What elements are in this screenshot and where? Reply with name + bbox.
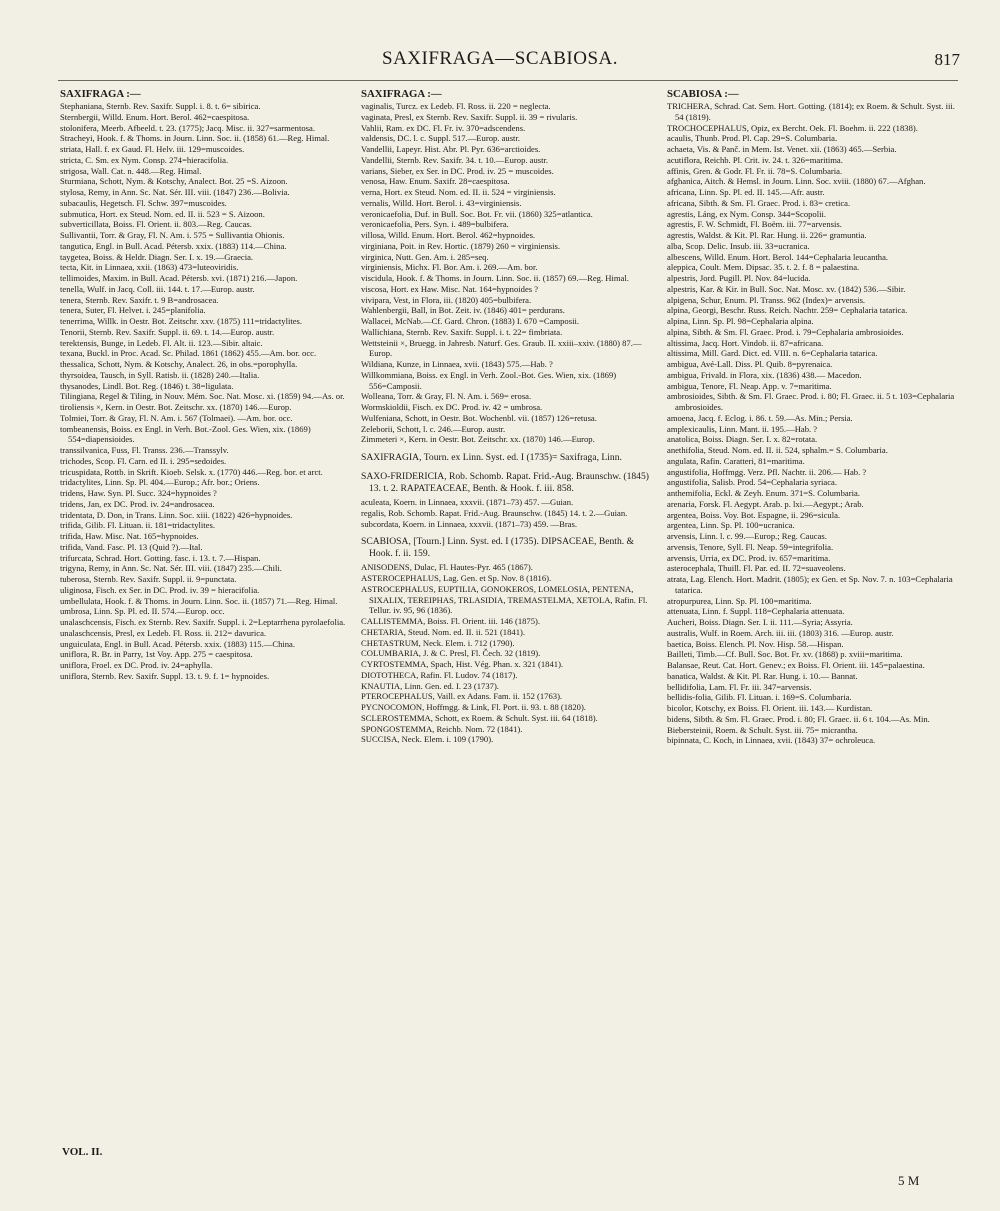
index-entry: tridens, Haw. Syn. Pl. Succ. 324=hypnoides ? [60, 488, 217, 498]
index-entry: thyrsoidea, Tausch, in Syll. Ratisb. ii. (1828) 240.—Italia. [60, 369, 260, 380]
index-entry: veronicaefolia, Pers. Syn. i. 489=bulbifera. [361, 219, 509, 230]
column-1 [60, 88, 352, 682]
index-entry: striata, Hall. f. ex Gaud. Fl. Helv. iii. 129=muscoides. [60, 144, 245, 154]
genus-entry: SAXIFRAGIA, Tourn. ex Linn. Syst. ed. I (1735)= Saxifraga, Linn. [361, 452, 622, 463]
index-entry: unguiculata, Engl. in Bull. Acad. Pétersb. xxix. (1883) 115.—China. [60, 638, 296, 649]
index-entry: varians, Sieber, ex Ser. in DC. Prod. iv. 25 = muscoides. [361, 165, 554, 176]
index-entry: alpestris, Jord. Pugill. Pl. Nov. 84=lucida. [667, 273, 811, 283]
index-entry: Zeleborii, Schott, l. c. 246.—Europ. austr. [361, 423, 506, 434]
index-entry: subverticillata, Boiss. Fl. Orient. ii. 803.—Reg. Caucas. [60, 219, 252, 230]
index-entry: taygetea, Boiss. & Heldr. Diagn. Ser. I. x. 19.—Graecia. [60, 251, 254, 262]
index-entry: trigyna, Remy, in Ann. Sc. Nat. Sér. III. viii. (1847) 235.—Chili. [60, 563, 282, 574]
index-entry: ambrosioides, Sibth. & Sm. Fl. Graec. Prod. i. 80; Fl. Graec. ii. 5 t. 103=Cephalaria ambrosioides. [667, 391, 955, 412]
index-entry: australis, Wulf. in Roem. Arch. iii. iii. (1803) 316. —Europ. austr. [667, 627, 894, 638]
index-entry: africana, Linn. Sp. Pl. ed. II. 145.—Afr. austr. [667, 187, 825, 197]
index-entry: thysanodes, Lindl. Bot. Reg. (1846) t. 38=ligulata. [60, 380, 234, 391]
index-entry: ANISODENS, Dulac, Fl. Hautes-Pyr. 465 (1867). [361, 562, 533, 573]
index-entry: agrestis, F. W. Schmidt, Fl. Boëm. iii. 77=arvensis. [667, 219, 842, 230]
index-entry: tecta, Kit. in Linnaea, xxii. (1863) 473=luteoviridis. [60, 262, 239, 273]
index-entry: tridens, Jan, ex DC. Prod. iv. 24=androsacea. [60, 498, 215, 509]
index-entry: vaginalis, Turcz. ex Ledeb. Fl. Ross. ii. 220 = neglecta. [361, 101, 551, 111]
index-entry: subacaulis, Hegetsch. Fl. Schw. 397=muscoides. [60, 197, 227, 208]
index-entry: viscosa, Hort. ex Haw. Misc. Nat. 164=hypnoides ? [361, 283, 539, 294]
index-entry: alpigena, Schur, Enum. Pl. Transs. 962 (Index)= arvensis. [667, 294, 866, 305]
index-entry: attenuata, Linn. f. Suppl. 118=Cephalaria attenuata. [667, 606, 845, 617]
index-entry: tricuspidata, Rottb. in Skrift. Kioeb. Selsk. x. (1770) 446.—Reg. bor. et arct. [60, 466, 323, 477]
index-entry: alpina, Linn. Sp. Pl. 98=Cephalaria alpina. [667, 316, 814, 326]
index-entry: terektensis, Bunge, in Ledeb. Fl. Alt. ii. 123.—Sibir. altaic. [60, 337, 263, 348]
index-entry: uniflora, R. Br. in Parry, 1st Voy. App. 275 = caespitosa. [60, 649, 253, 660]
index-entry: unalaschcensis, Fisch. ex Sternb. Rev. Saxifr. Suppl. i. 2=Leptarrhena pyrolaefolia. [60, 617, 346, 627]
index-entry: Vandellii, Sternb. Rev. Saxifr. 34. t. 10.—Europ. austr. [361, 154, 549, 165]
index-entry: tangutica, Engl. in Bull. Acad. Pétersb. xxix. (1883) 114.—China. [60, 240, 287, 251]
index-entry: arvensis, Tenore, Syll. Fl. Neap. 59=integrifolia. [667, 541, 834, 552]
index-entry: argentea, Linn. Sp. Pl. 100=ucranica. [667, 520, 795, 531]
index-entry: alpina, Georgi, Beschr. Russ. Reich. Nachtr. 259= Cephalaria tatarica. [667, 305, 908, 316]
index-entry: CYRTOSTEMMA, Spach, Hist. Vég. Phan. x. 321 (1841). [361, 659, 564, 669]
index-entry: angustifolia, Hoffmgg. Verz. Pfl. Nachtr. ii. 206.— Hab. ? [667, 466, 867, 477]
index-entry: ASTEROCEPHALUS, Lag. Gen. et Sp. Nov. 8 (1816). [361, 573, 552, 583]
index-entry: angulata, Rafin. Caratteri, 81=maritima. [667, 455, 805, 466]
index-entry: thessalica, Schott, Nym. & Kotschy, Analect. 26, in obs.=porophylla. [60, 359, 298, 369]
index-entry: Wallacei, McNab.—Cf. Gard. Chron. (1883) I. 670 =Camposii. [361, 316, 579, 326]
index-entry: bidens, Sibth. & Sm. Fl. Graec. Prod. i. 80; Fl. Graec. ii. 6 t. 104.—As. Min. [667, 713, 930, 724]
index-entry: Wildiana, Kunze, in Linnaea, xvii. (1843) 575.—Hab. ? [361, 359, 553, 369]
index-entry: tenella, Wulf. in Jacq. Coll. iii. 144. t. 17.—Europ. austr. [60, 283, 255, 294]
index-entry: aleppica, Coult. Mem. Dipsac. 35. t. 2. f. 8 = palaestina. [667, 262, 860, 273]
index-entry: Vahlii, Ram. ex DC. Fl. Fr. iv. 370=adscendens. [361, 122, 526, 133]
index-entry: stylosa, Remy, in Ann. Sc. Nat. Sér. III. viii. (1847) 236.—Bolivia. [60, 187, 290, 197]
index-entry: CHETASTRUM, Neck. Elem. i. 712 (1790). [361, 637, 515, 648]
index-entry: vivipara, Vest, in Flora, iii. (1820) 405=bulbifera. [361, 294, 532, 305]
index-entry: trifida, Gilib. Fl. Lituan. ii. 181=tridactylites. [60, 520, 215, 531]
index-entry: Biebersteinii, Roem. & Schult. Syst. iii. 75= micrantha. [667, 724, 858, 735]
index-entry: TRICHERA, Schrad. Cat. Sem. Hort. Gotting. (1814); ex Roem. & Schult. Syst. iii. 54 (1819). [667, 101, 955, 122]
index-entry: achaeta, Vis. & Panč. in Mem. Ist. Venet. xii. (1863) 465.—Serbia. [667, 144, 897, 154]
column-2 [361, 88, 653, 745]
index-entry: Sullivantii, Torr. & Gray, Fl. N. Am. i. 575 = Sullivantia Ohionis. [60, 230, 285, 240]
index-entry: Wulfeniana, Schott, in Oestr. Bot. Wochenbl. vii. (1857) 126=retusa. [361, 412, 597, 423]
index-entry: Tenorii, Sternb. Rev. Saxifr. Suppl. ii. 69. t. 14.—Europ. austr. [60, 326, 275, 337]
index-entry: argentea, Boiss. Voy. Bot. Espagne, ii. 296=sicula. [667, 509, 841, 520]
index-entry: anthemifolia, Eckl. & Zeyh. Enum. 371=S. Columbaria. [667, 488, 860, 498]
index-entry: Bailleti, Timb.—Cf. Bull. Soc. Bot. Fr. xv. (1868) p. xviii=maritima. [667, 649, 903, 660]
index-entry: uniflora, Froel. ex DC. Prod. iv. 24=aphylla. [60, 660, 213, 670]
index-entry: Willkommiana, Boiss. ex Engl. in Verh. Zool.-Bot. Ges. Wien, xix. (1869) 556=Camposii. [361, 369, 617, 391]
index-entry: PTEROCEPHALUS, Vaill. ex Adans. Fam. ii. 152 (1763). [361, 691, 563, 702]
index-entry: ambigua, Frivald. in Flora, xix. (1836) 438.— Macedon. [667, 369, 862, 380]
index-entry: banatica, Waldst. & Kit. Pl. Rar. Hung. i. 10.— Bannat. [667, 670, 858, 681]
index-entry: venosa, Haw. Enum. Saxifr. 28=caespitosa. [361, 176, 510, 187]
header-rule [58, 80, 958, 81]
index-entry: Wormskioldii, Fisch. ex DC. Prod. iv. 42 = umbrosa. [361, 402, 543, 412]
index-entry: ASTROCEPHALUS, EUPTILIA, GONOKEROS, LOMELOSIA, PENTENA, SIXALIX, TEREIPHAS, TRLASIDIA, TREMASTELMA, XETOLA, Rafin. Fl. Tellur. iv. 95, 96 (1836). [361, 583, 648, 616]
index-entry: Vandellii, Lapeyr. Hist. Abr. Pl. Pyr. 636=arctioides. [361, 144, 541, 154]
index-entry: trifurcata, Schrad. Hort. Gotting. fasc. i. 13. t. 7.—Hispan. [60, 552, 261, 563]
column-3 [667, 88, 959, 746]
index-entry: verna, Hort. ex Steud. Nom. ed. II. ii. 524 = virginiensis. [361, 187, 556, 197]
index-entry: angustifolia, Salisb. Prod. 54=Cephalaria syriaca. [667, 477, 837, 488]
genus-heading: SAXIFRAGA :— [361, 88, 442, 100]
index-entry: bipinnata, C. Koch, in Linnaea, xvii. (1843) 37= ochroleuca. [667, 735, 876, 746]
index-entry: villosa, Willd. Enum. Hort. Berol. 462=hypnoides. [361, 230, 536, 240]
genus-entry: SCABIOSA, [Tourn.] Linn. Syst. ed. I (1735). DIPSACEAE, Benth. & Hook. f. ii. 159. [361, 536, 635, 560]
index-entry: arvensis, Linn. l. c. 99.—Europ.; Reg. Caucas. [667, 531, 827, 541]
index-entry: tenerrima, Willk. in Oestr. Bot. Zeitschr. xxv. (1875) 111=tridactylites. [60, 316, 303, 326]
index-entry: tuberosa, Sternb. Rev. Saxifr. Suppl. ii. 9=punctata. [60, 574, 237, 584]
index-entry: SCLEROSTEMMA, Schott, ex Roem. & Schult. Syst. iii. 64 (1818). [361, 712, 598, 723]
index-entry: tenera, Suter, Fl. Helvet. i. 245=planifolia. [60, 305, 206, 316]
index-entry: COLUMBARIA, J. & C. Presl, Fl. Čech. 32 (1819). [361, 648, 541, 659]
index-entry: alpina, Sibth. & Sm. Fl. Graec. Prod. i. 79=Cephalaria ambrosioides. [667, 326, 904, 337]
index-entry: agrestis, Waldst. & Kit. Pl. Rar. Hung. ii. 226= gramuntia. [667, 230, 867, 240]
index-entry: transsilvanica, Fuss, Fl. Transs. 236.—Transsylv. [60, 445, 229, 455]
index-entry: anethifolia, Steud. Nom. ed. II. ii. 524, sphalm.= S. Columbaria. [667, 445, 888, 455]
index-entry: regalis, Rob. Schomb. Rapat. Frid.-Aug. Braunschw. (1845) 14. t. 2.—Guian. [361, 507, 628, 518]
index-entry: TROCHOCEPHALUS, Opiz, ex Bercht. Oek. Fl. Boehm. ii. 222 (1838). [667, 122, 918, 133]
index-entry: Stracheyi, Hook. f. & Thoms. in Journ. Linn. Soc. ii. (1858) 61.—Reg. Himal. [60, 133, 330, 144]
index-entry: anatolica, Boiss. Diagn. Ser. I. x. 82=rotata. [667, 434, 818, 445]
index-entry: aculeata, Koern. in Linnaea, xxxvii. (1871–73) 457. —Guian. [361, 497, 574, 507]
index-entry: atropurpurea, Linn. Sp. Pl. 100=maritima. [667, 595, 812, 606]
index-entry: arenaria, Forsk. Fl. Aegypt. Arab. p. lxi.—Aegypt.; Arab. [667, 498, 864, 509]
index-entry: altissima, Jacq. Hort. Vindob. ii. 87=africana. [667, 337, 824, 348]
genus-heading: SAXIFRAGA :— [60, 88, 141, 100]
index-entry: tombeanensis, Boiss. ex Engl. in Verh. Bot.-Zool. Ges. Wien, xix. (1869) 554=diapensioides. [60, 423, 311, 445]
index-entry: tenera, Sternb. Rev. Saxifr. t. 9 B=androsacea. [60, 294, 219, 305]
index-entry: tellimoides, Maxim. in Bull. Acad. Pétersb. xvi. (1871) 216.—Japon. [60, 273, 298, 283]
index-entry: uniflora, Sternb. Rev. Saxifr. Suppl. 13. t. 9. f. 1= hypnoides. [60, 670, 270, 681]
index-entry: Wallichiana, Sternb. Rev. Saxifr. Suppl. i. t. 22= fimbriata. [361, 326, 563, 337]
index-entry: baetica, Boiss. Elench. Pl. Nov. Hisp. 58.—Hispan. [667, 638, 844, 649]
index-entry: KNAUTIA, Linn. Gen. ed. I. 23 (1737). [361, 680, 499, 691]
index-entry: bellidifolia, Lam. Fl. Fr. iii. 347=arvensis. [667, 681, 812, 692]
index-entry: unalaschcensis, Presl, ex Ledeb. Fl. Ross. ii. 212= davurica. [60, 627, 267, 638]
index-entry: uliginosa, Fisch. ex Ser. in DC. Prod. iv. 39 = hieracifolia. [60, 584, 260, 595]
index-entry: acaulis, Thunb. Prod. Pl. Cap. 29=S. Columbaria. [667, 133, 838, 144]
index-entry: albescens, Willd. Enum. Hort. Berol. 144=Cephalaria leucantha. [667, 251, 889, 262]
index-entry: acutiflora, Reichb. Pl. Crit. iv. 24. t. 326=maritima. [667, 154, 843, 165]
index-entry: ambigua, Tenore, Fl. Neap. App. v. 7=maritima. [667, 380, 832, 391]
index-entry: tiroliensis ×, Kern. in Oestr. Bot. Zeitschr. xx. (1870) 146.—Europ. [60, 402, 292, 412]
index-entry: Tolmiei, Torr. & Gray, Fl. N. Am. i. 567 (Tolmaei). —Am. bor. occ. [60, 412, 293, 423]
index-entry: texana, Buckl. in Proc. Acad. Sc. Philad. 1861 (1862) 455.—Am. bor. occ. [60, 348, 317, 359]
running-head: SAXIFRAGA—SCABIOSA. [382, 48, 618, 69]
index-entry: amoena, Jacq. f. Eclog. i. 86. t. 59.—As. Min.; Persia. [667, 412, 853, 423]
index-entry: arvensis, Urria, ex DC. Prod. iv. 657=maritima. [667, 552, 831, 563]
index-entry: Stephaniana, Sternb. Rev. Saxifr. Suppl. i. 8. t. 6= sibirica. [60, 101, 261, 111]
index-entry: Sternbergii, Willd. Enum. Hort. Berol. 462=caespitosa. [60, 111, 250, 122]
signature-mark: 5 M [898, 1173, 920, 1188]
index-entry: stolonifera, Meerb. Afbeeld. t. 23. (1775); Jacq. Misc. ii. 327=sarmentosa. [60, 122, 315, 133]
index-entry: viscidula, Hook. f. & Thoms. in Journ. Linn. Soc. ii. (1857) 69.—Reg. Himal. [361, 273, 629, 283]
index-entry: SPONGOSTEMMA, Reichb. Nom. 72 (1841). [361, 723, 523, 734]
index-entry: alpestris, Kar. & Kir. in Bull. Soc. Nat. Mosc. xv. (1842) 536.—Sibir. [667, 283, 906, 294]
index-entry: afghanica, Aitch. & Hemsl. in Journ. Linn. Soc. xviii. (1880) 67.—Afghan. [667, 176, 926, 187]
index-entry: vaginata, Presl, ex Sternb. Rev. Saxifr. Suppl. ii. 39 = rivularis. [361, 111, 578, 122]
page-number: 817 [934, 50, 960, 69]
index-entry: umbrosa, Linn. Sp. Pl. ed. II. 574.—Europ. occ. [60, 606, 225, 617]
index-entry: altissima, Mill. Gard. Dict. ed. VIII. n. 6=Cephalaria tatarica. [667, 348, 878, 359]
genus-entry: SAXO-FRIDERICIA, Rob. Schomb. Rapat. Frid.-Aug. Braunschw. (1845) 13. t. 2. RAPATEACEAE, Benth. & Hook. f. iii. 858. [361, 471, 649, 494]
index-entry: virginiensis, Michx. Fl. Bor. Am. i. 269.—Am. bor. [361, 262, 538, 273]
index-entry: amplexicaulis, Linn. Mant. ii. 195.—Hab. ? [667, 423, 818, 434]
index-entry: Balansae, Reut. Cat. Hort. Genev.; ex Boiss. Fl. Orient. iii. 145=palaestina. [667, 660, 925, 670]
index-entry: Wahlenbergii, Ball, in Bot. Zeit. iv. (1846) 401= perdurans. [361, 305, 565, 316]
index-entry: bicolor, Kotschy, ex Boiss. Fl. Orient. iii. 143.— Kurdistan. [667, 703, 873, 713]
index-entry: affinis, Gren. & Godr. Fl. Fr. ii. 78=S. Columbaria. [667, 165, 843, 176]
index-entry: CHETARIA, Steud. Nom. ed. II. ii. 521 (1841). [361, 626, 526, 637]
index-entry: Wolleana, Torr. & Gray, Fl. N. Am. i. 569= erosa. [361, 391, 532, 402]
index-entry: valdensis, DC. l. c. Suppl. 517.—Europ. austr. [361, 133, 520, 144]
volume-label: VOL. II. [62, 1146, 103, 1158]
index-entry: agrestis, Láng, ex Nym. Consp. 344=Scopolii. [667, 208, 827, 219]
index-entry: tridactylites, Linn. Sp. Pl. 404.—Europ.; Afr. bor.; Oriens. [60, 477, 260, 488]
index-entry: umbellulata, Hook. f. & Thoms. in Journ. Linn. Soc. ii. (1857) 71.—Reg. Himal. [60, 595, 338, 606]
index-entry: strigosa, Wall. Cat. n. 448.—Reg. Himal. [60, 165, 202, 176]
index-entry: virginiana, Poit. in Rev. Hortic. (1879) 260 = virginiensis. [361, 240, 560, 251]
index-entry: DIOTOTHECA, Rafin. Fl. Ludov. 74 (1817). [361, 669, 518, 680]
index-entry: stricta, C. Sm. ex Nym. Consp. 274=hieracifolia. [60, 154, 229, 165]
index-entry: africana, Sibth. & Sm. Fl. Graec. Prod. i. 83= cretica. [667, 197, 851, 208]
index-entry: Wettsteinii ×, Bruegg. in Jahresb. Naturf. Ges. Graub. II. xxiii–xxiv. (1880) 87.—Europ. [361, 337, 642, 359]
genus-heading: SCABIOSA :— [667, 88, 739, 100]
index-entry: Sturmiana, Schott, Nym. & Kotschy, Analect. Bot. 25 =S. Aizoon. [60, 176, 288, 187]
index-entry: ambigua, Avé-Lall. Diss. Pl. Quib. 8=pyrenaica. [667, 359, 833, 369]
index-entry: trifida, Vand. Fasc. Pl. 13 (Quid ?).—Ital. [60, 541, 203, 552]
index-entry: SUCCISA, Neck. Elem. i. 109 (1790). [361, 734, 494, 745]
index-entry: Zimmeteri ×, Kern. in Oestr. Bot. Zeitschr. xx. (1870) 146.—Europ. [361, 434, 595, 445]
index-entry: Aucheri, Boiss. Diagn. Ser. I. ii. 111.—Syria; Assyria. [667, 617, 853, 627]
index-entry: subcordata, Koern. in Linnaea, xxxvii. (1871–73) 459. —Bras. [361, 518, 577, 529]
index-entry: alba, Scop. Delic. Insub. iii. 33=ucranica. [667, 240, 810, 251]
index-entry: tridentata, D. Don, in Trans. Linn. Soc. xiii. (1822) 426=hypnoides. [60, 509, 293, 520]
index-entry: asterocephala, Thuill. Fl. Par. ed. II. 72=suaveolens. [667, 563, 846, 574]
index-entry: bellidis-folia, Gilib. Fl. Lituan. i. 169=S. Columbaria. [667, 692, 852, 703]
index-entry: CALLISTEMMA, Boiss. Fl. Orient. iii. 146 (1875). [361, 616, 541, 626]
index-entry: Tilingiana, Regel & Tiling, in Nouv. Mém. Soc. Nat. Mosc. xi. (1859) 94.—As. or. [60, 391, 345, 402]
index-entry: virginica, Nutt. Gen. Am. i. 285=seq. [361, 251, 489, 262]
index-entry: submutica, Hort. ex Steud. Nom. ed. II. ii. 523 = S. Aizoon. [60, 208, 265, 219]
index-entry: vernalis, Willd. Hort. Berol. i. 43=virginiensis. [361, 197, 522, 208]
index-entry: trifida, Haw. Misc. Nat. 165=hypnoides. [60, 531, 199, 541]
index-entry: PYCNOCOMON, Hoffmgg. & Link, Fl. Port. ii. 93. t. 88 (1820). [361, 702, 586, 712]
index-entry: trichodes, Scop. Fl. Carn. ed II. i. 295=sedoides. [60, 455, 227, 466]
index-entry: atrata, Lag. Elench. Hort. Madrit. (1805); ex Gen. et Sp. Nov. 7. n. 103=Cephalaria tatarica. [667, 574, 953, 595]
index-entry: veronicaefolia, Duf. in Bull. Soc. Bot. Fr. vii. (1860) 325=atlantica. [361, 208, 593, 219]
